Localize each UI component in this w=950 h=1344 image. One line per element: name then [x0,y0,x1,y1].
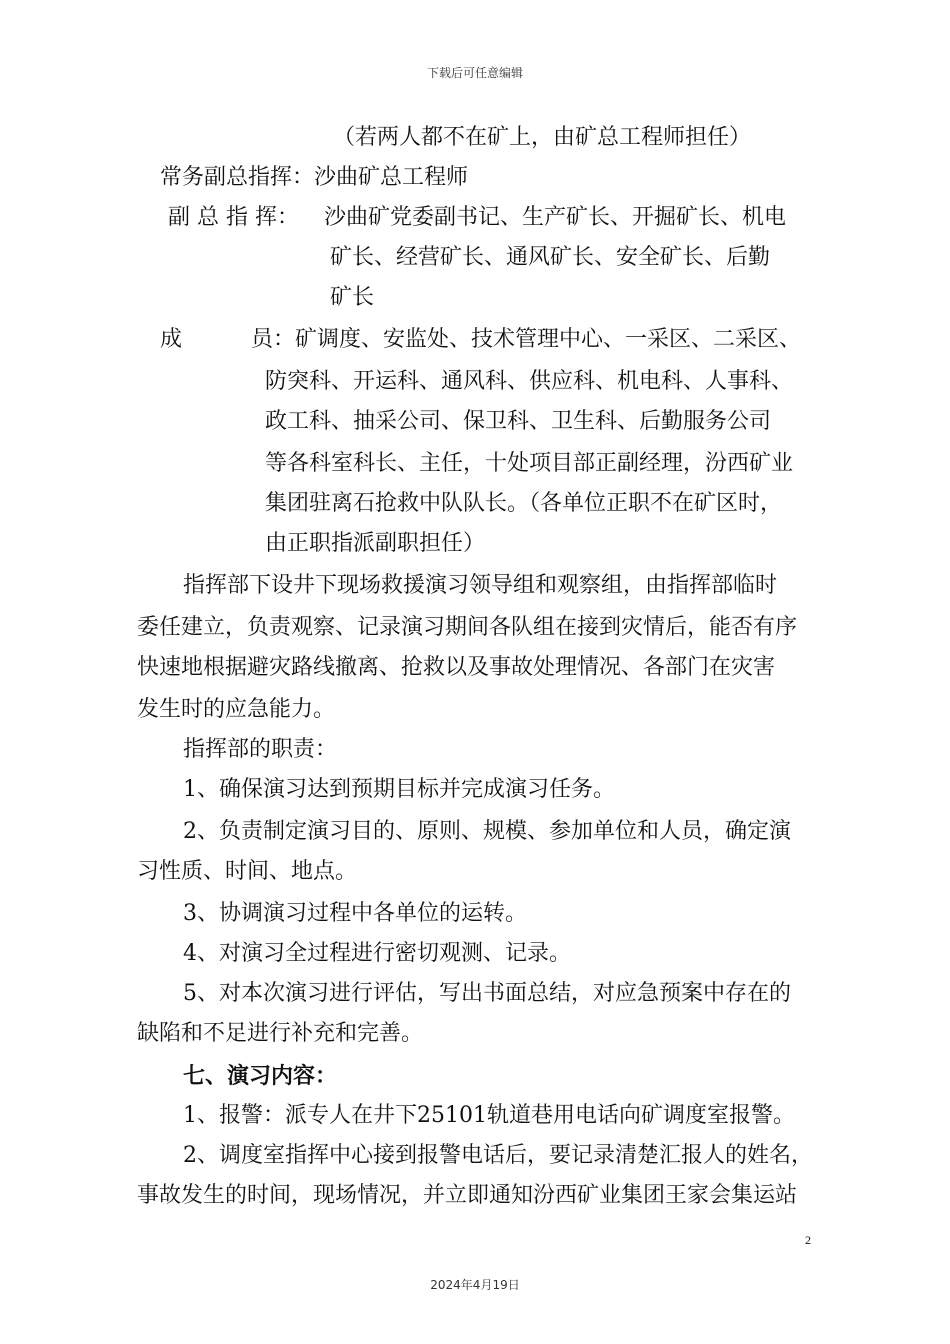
text-line: 集团驻离石抢救中队队长。（各单位正职不在矿区时， [265,491,783,516]
text-line: 常务副总指挥：沙曲矿总工程师 [160,165,469,190]
page-number: 2 [805,1233,811,1247]
text-line: 快速地根据避灾路线撤离、抢救以及事故处理情况、各部门在灾害 [137,655,776,680]
text-line: 2、负责制定演习目的、原则、规模、参加单位和人员，确定演 [183,819,791,844]
text-line: 等各科室科长、主任，十处项目部正副经理，汾西矿业 [265,451,794,476]
page-footer-date: 2024年4月19日 [430,1278,520,1292]
text-line: 缺陷和不足进行补充和完善。 [137,1021,424,1046]
text-line: 2、调度室指挥中心接到报警电话后，要记录清楚汇报人的姓名， [183,1143,813,1168]
text-line: 委任建立，负责观察、记录演习期间各队组在接到灾情后，能否有序 [137,615,798,640]
text-line: 指挥部下设井下现场救援演习领导组和观察组，由指挥部临时 [183,573,778,598]
text-line: 沙曲矿党委副书记、生产矿长、开掘矿长、机电 [324,205,787,230]
text-line: 习性质、时间、地点。 [137,859,358,884]
section-heading: 七、演习内容： [183,1063,338,1089]
role-label: 成 [160,327,183,352]
text-line: 1、确保演习达到预期目标并完成演习任务。 [183,777,615,802]
text-line: 矿长 [330,285,375,310]
text-line: 3、协调演习过程中各单位的运转。 [183,901,527,926]
text-line: 4、对演习全过程进行密切观测、记录。 [183,941,571,966]
page-header: 下载后可任意编辑 [426,66,523,80]
text-line: 1、报警：派专人在井下25101轨道巷用电话向矿调度室报警。 [183,1103,795,1128]
text-line: 员：矿调度、安监处、技术管理中心、一采区、二采区、 [251,327,802,352]
role-label: 副 总 指 挥： [168,205,299,230]
text-line: 发生时的应急能力。 [137,697,336,722]
text-line: 事故发生的时间，现场情况，并立即通知汾西矿业集团王家会集运站 [137,1183,798,1208]
text-line: （若两人都不在矿上，由矿总工程师担任） [333,125,752,150]
text-line: 矿长、经营矿长、通风矿长、安全矿长、后勤 [330,245,771,270]
text-line: 由正职指派副职担任） [265,531,486,556]
text-line: 指挥部的职责： [183,737,338,762]
text-line: 防突科、开运科、通风科、供应科、机电科、人事科、 [265,369,794,394]
text-line: 5、对本次演习进行评估，写出书面总结，对应急预案中存在的 [183,981,791,1006]
text-line: 政工科、抽采公司、保卫科、卫生科、后勤服务公司 [265,409,772,434]
